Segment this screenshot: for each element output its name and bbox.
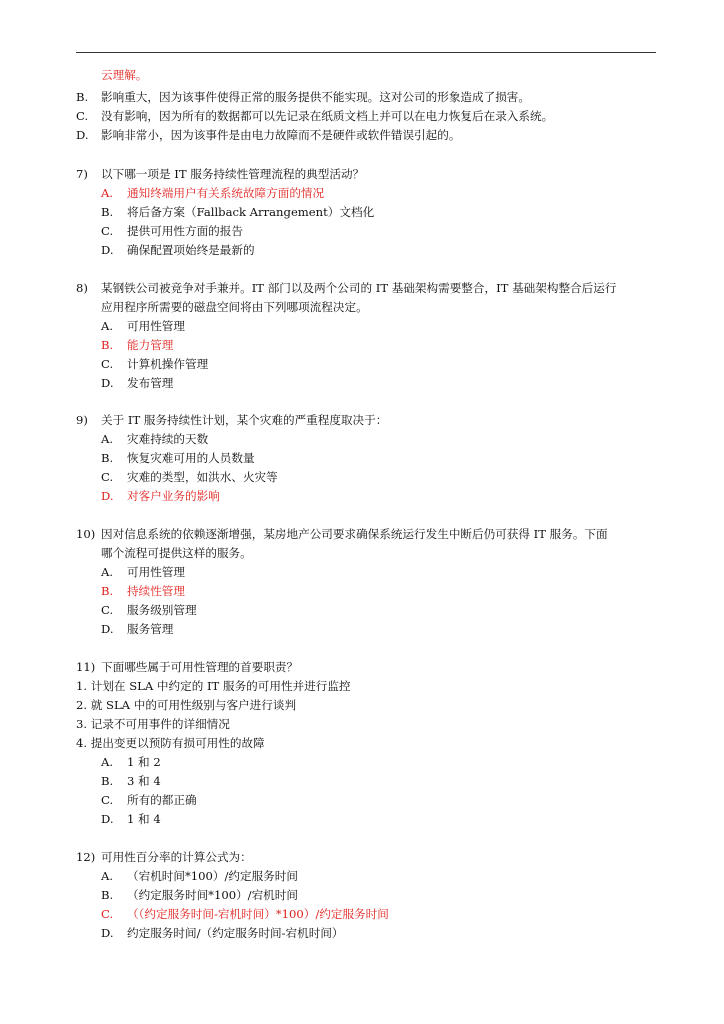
option-letter: A.: [101, 319, 114, 333]
question-number: 7): [76, 167, 88, 181]
option-text: 恢复灾难可用的人员数量: [127, 451, 255, 465]
option-text: 影响重大，因为该事件使得正常的服务提供不能实现。这对公司的形象造成了损害。: [101, 90, 530, 104]
question-text: 可用性百分率的计算公式为：: [101, 850, 252, 864]
option-text: 对客户业务的影响: [127, 489, 220, 503]
option-letter: B.: [101, 338, 114, 352]
option-letter: C.: [101, 793, 114, 807]
option-text: 将后备方案（Fallback Arrangement）文档化: [127, 205, 375, 219]
option-text: 能力管理: [127, 338, 174, 352]
question-number: 11): [76, 660, 96, 674]
question-number: 9): [76, 413, 88, 427]
option-letter: B.: [101, 774, 114, 788]
option-letter: D.: [101, 622, 114, 636]
option-letter: D.: [101, 489, 114, 503]
option-letter: D.: [101, 243, 114, 257]
question-text: 应用程序所需要的磁盘空间将由下列哪项流程决定。: [101, 300, 368, 314]
question-text: 关于 IT 服务持续性计划，某个灾难的严重程度取决于：: [101, 413, 388, 427]
option-letter: D.: [76, 128, 89, 142]
option-text: 通知终端用户有关系统故障方面的情况: [127, 186, 325, 200]
option-letter: A.: [101, 755, 114, 769]
question-number: 10): [76, 527, 96, 541]
option-text: 灾难的类型，如洪水、火灾等: [127, 470, 278, 484]
option-letter: D.: [101, 926, 114, 940]
option-letter: A.: [101, 186, 114, 200]
continuation-text: 云理解。: [101, 68, 148, 82]
option-text: 服务级别管理: [127, 603, 197, 617]
option-text: （约定服务时间*100）/宕机时间: [127, 888, 298, 902]
option-letter: B.: [101, 584, 114, 598]
option-letter: C.: [101, 224, 114, 238]
option-text: 发布管理: [127, 376, 174, 390]
statement-item: 3. 记录不可用事件的详细情况: [76, 717, 230, 731]
option-letter: B.: [101, 888, 114, 902]
option-text: 所有的都正确: [127, 793, 197, 807]
option-text: 提供可用性方面的报告: [127, 224, 243, 238]
header-rule: [76, 52, 656, 53]
question-text: 下面哪些属于可用性管理的首要职责？: [101, 660, 299, 674]
option-letter: A.: [101, 432, 114, 446]
option-letter: C.: [101, 470, 114, 484]
option-text: （（约定服务时间-宕机时间）*100）/约定服务时间: [127, 907, 389, 921]
option-text: 确保配置项始终是最新的: [127, 243, 255, 257]
option-text: 3 和 4: [127, 774, 161, 788]
question-text: 某钢铁公司被竞争对手兼并。IT 部门以及两个公司的 IT 基础架构需要整合，IT 基础架构整合后运行: [101, 281, 617, 295]
statement-item: 1. 计划在 SLA 中约定的 IT 服务的可用性并进行监控: [76, 679, 351, 693]
question-text: 以下哪一项是 IT 服务持续性管理流程的典型活动？: [101, 167, 365, 181]
question-text: 哪个流程可提供这样的服务。: [101, 546, 252, 560]
option-letter: D.: [101, 812, 114, 826]
option-letter: A.: [101, 565, 114, 579]
statement-item: 2. 就 SLA 中的可用性级别与客户进行谈判: [76, 698, 297, 712]
option-text: 服务管理: [127, 622, 174, 636]
option-text: 1 和 2: [127, 755, 161, 769]
question-number: 8): [76, 281, 88, 295]
question-number: 12): [76, 850, 96, 864]
statement-item: 4. 提出变更以预防有损可用性的故障: [76, 736, 265, 750]
option-text: 影响非常小，因为该事件是由电力故障而不是硬件或软件错误引起的。: [101, 128, 461, 142]
option-letter: A.: [101, 869, 114, 883]
option-text: 持续性管理: [127, 584, 185, 598]
option-letter: D.: [101, 376, 114, 390]
option-text: （宕机时间*100）/约定服务时间: [127, 869, 298, 883]
option-letter: C.: [101, 907, 114, 921]
option-text: 可用性管理: [127, 565, 185, 579]
option-text: 1 和 4: [127, 812, 161, 826]
option-text: 计算机操作管理: [127, 357, 209, 371]
option-text: 可用性管理: [127, 319, 185, 333]
option-letter: C.: [101, 357, 114, 371]
option-text: 约定服务时间/（约定服务时间-宕机时间）: [127, 926, 344, 940]
option-letter: C.: [101, 603, 114, 617]
option-letter: B.: [101, 205, 114, 219]
option-letter: B.: [76, 90, 89, 104]
option-letter: C.: [76, 109, 89, 123]
option-text: 灾难持续的天数: [127, 432, 209, 446]
question-text: 因对信息系统的依赖逐渐增强，某房地产公司要求确保系统运行发生中断后仍可获得 IT 服务。下面: [101, 527, 608, 541]
option-text: 没有影响，因为所有的数据都可以先记录在纸质文档上并可以在电力恢复后在录入系统。: [101, 109, 554, 123]
option-letter: B.: [101, 451, 114, 465]
